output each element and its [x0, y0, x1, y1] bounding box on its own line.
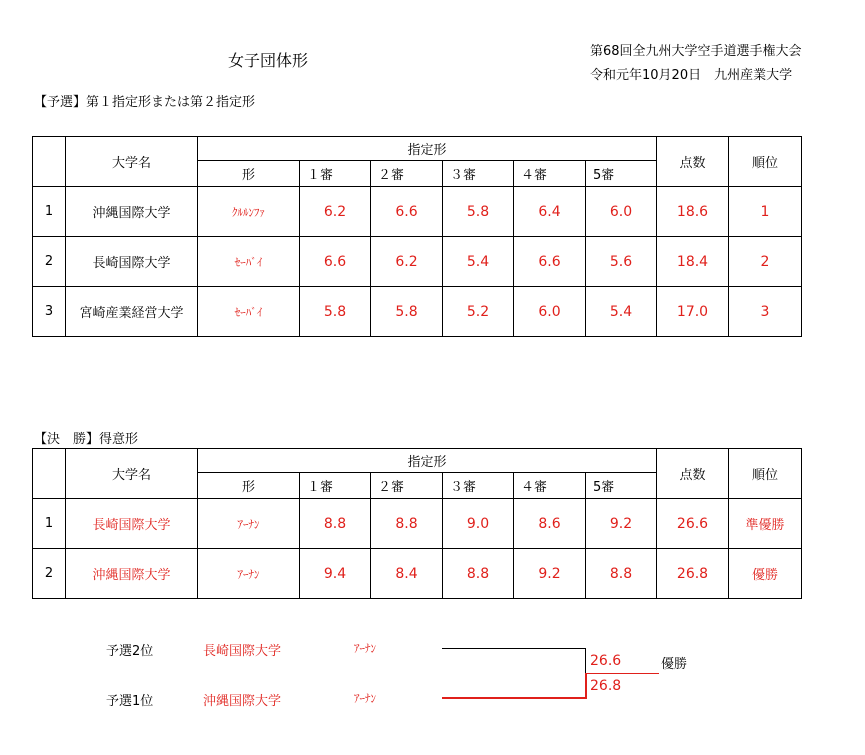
row-score: 5.8 — [443, 187, 514, 237]
header-judge-3: ３審 — [443, 161, 514, 187]
row-score: 6.6 — [514, 237, 586, 287]
header-no — [33, 449, 66, 499]
row-points: 18.6 — [657, 187, 729, 237]
row-kata: ｸﾙﾙﾝﾌｧ — [198, 187, 300, 237]
row-score: 8.8 — [586, 549, 657, 599]
row-score: 6.2 — [371, 237, 443, 287]
row-university: 長崎国際大学 — [66, 499, 198, 549]
bracket-result-label: 優勝 — [661, 657, 688, 672]
header-university: 大学名 — [66, 137, 198, 187]
row-score: 6.2 — [300, 187, 371, 237]
row-score: 5.8 — [371, 287, 443, 337]
header-judge-3: ３審 — [443, 473, 514, 499]
row-university: 沖縄国際大学 — [66, 187, 198, 237]
row-rank: 優勝 — [729, 549, 802, 599]
header-university: 大学名 — [66, 449, 198, 499]
header-judge-2: ２審 — [371, 473, 443, 499]
header-judge-4: ４審 — [514, 161, 586, 187]
bracket-line-winner-vertical — [585, 673, 587, 699]
table-row — [33, 237, 802, 287]
bracket-seed: 予選2位 — [106, 644, 154, 659]
row-score: 5.4 — [443, 237, 514, 287]
row-score: 6.0 — [514, 287, 586, 337]
table-row — [33, 499, 802, 549]
row-score: 8.4 — [371, 549, 443, 599]
final-results-table — [32, 448, 802, 599]
bracket-university: 沖縄国際大学 — [203, 694, 282, 709]
header-designated: 指定形 — [198, 137, 657, 161]
header-judge-1: １審 — [300, 473, 371, 499]
row-points: 17.0 — [657, 287, 729, 337]
row-university: 宮崎産業経営大学 — [66, 287, 198, 337]
row-score: 6.6 — [300, 237, 371, 287]
table-header-row — [33, 449, 802, 473]
header-points: 点数 — [657, 449, 729, 499]
header-judge-4: ４審 — [514, 473, 586, 499]
bracket-line-loser — [442, 648, 586, 649]
header-judge-5: 5審 — [586, 473, 657, 499]
row-score: 9.2 — [514, 549, 586, 599]
header-no — [33, 137, 66, 187]
row-points: 18.4 — [657, 237, 729, 287]
row-no: 3 — [33, 287, 66, 337]
row-score: 6.4 — [514, 187, 586, 237]
row-score: 8.8 — [300, 499, 371, 549]
header-points: 点数 — [657, 137, 729, 187]
row-points: 26.6 — [657, 499, 729, 549]
row-score: 6.6 — [371, 187, 443, 237]
final-section-label: 【決 勝】得意形 — [34, 432, 139, 447]
bracket-seed: 予選1位 — [106, 694, 154, 709]
header-kata: 形 — [198, 473, 300, 499]
row-no: 2 — [33, 237, 66, 287]
row-score: 8.6 — [514, 499, 586, 549]
bracket-line-champion — [585, 673, 659, 674]
event-date-venue: 令和元年10月20日 九州産業大学 — [590, 68, 793, 83]
table-header-row — [33, 137, 802, 161]
row-rank: 2 — [729, 237, 802, 287]
header-judge-5: 5審 — [586, 161, 657, 187]
prelim-results-table — [32, 136, 802, 337]
event-name: 第68回全九州大学空手道選手権大会 — [590, 44, 802, 59]
row-score: 9.2 — [586, 499, 657, 549]
row-score: 8.8 — [443, 549, 514, 599]
bracket-score: 26.6 — [590, 653, 622, 669]
row-score: 6.0 — [586, 187, 657, 237]
header-rank: 順位 — [729, 449, 802, 499]
row-score: 5.6 — [586, 237, 657, 287]
row-score: 9.0 — [443, 499, 514, 549]
header-judge-1: １審 — [300, 161, 371, 187]
header-designated: 指定形 — [198, 449, 657, 473]
row-rank: 準優勝 — [729, 499, 802, 549]
row-score: 5.2 — [443, 287, 514, 337]
table-row — [33, 187, 802, 237]
table-row — [33, 549, 802, 599]
header-rank: 順位 — [729, 137, 802, 187]
row-kata: ｾｰﾊﾞｲ — [198, 287, 300, 337]
row-points: 26.8 — [657, 549, 729, 599]
row-rank: 3 — [729, 287, 802, 337]
row-score: 5.8 — [300, 287, 371, 337]
row-no: 1 — [33, 187, 66, 237]
row-score: 8.8 — [371, 499, 443, 549]
row-university: 長崎国際大学 — [66, 237, 198, 287]
row-score: 9.4 — [300, 549, 371, 599]
row-university: 沖縄国際大学 — [66, 549, 198, 599]
row-no: 2 — [33, 549, 66, 599]
bracket-line-winner — [442, 697, 587, 699]
header-judge-2: ２審 — [371, 161, 443, 187]
page-title: 女子団体形 — [228, 51, 309, 70]
row-kata: ｾｰﾊﾞｲ — [198, 237, 300, 287]
row-no: 1 — [33, 499, 66, 549]
row-score: 5.4 — [586, 287, 657, 337]
row-kata: ｱｰﾅﾝ — [198, 499, 300, 549]
bracket-score: 26.8 — [590, 678, 622, 694]
bracket-kata: ｱｰﾅﾝ — [354, 642, 376, 655]
bracket-university: 長崎国際大学 — [203, 644, 282, 659]
row-kata: ｱｰﾅﾝ — [198, 549, 300, 599]
bracket-line-loser-vertical — [585, 648, 586, 674]
row-rank: 1 — [729, 187, 802, 237]
prelim-section-label: 【予選】第１指定形または第２指定形 — [34, 95, 256, 110]
bracket-kata: ｱｰﾅﾝ — [354, 692, 376, 705]
header-kata: 形 — [198, 161, 300, 187]
table-row — [33, 287, 802, 337]
